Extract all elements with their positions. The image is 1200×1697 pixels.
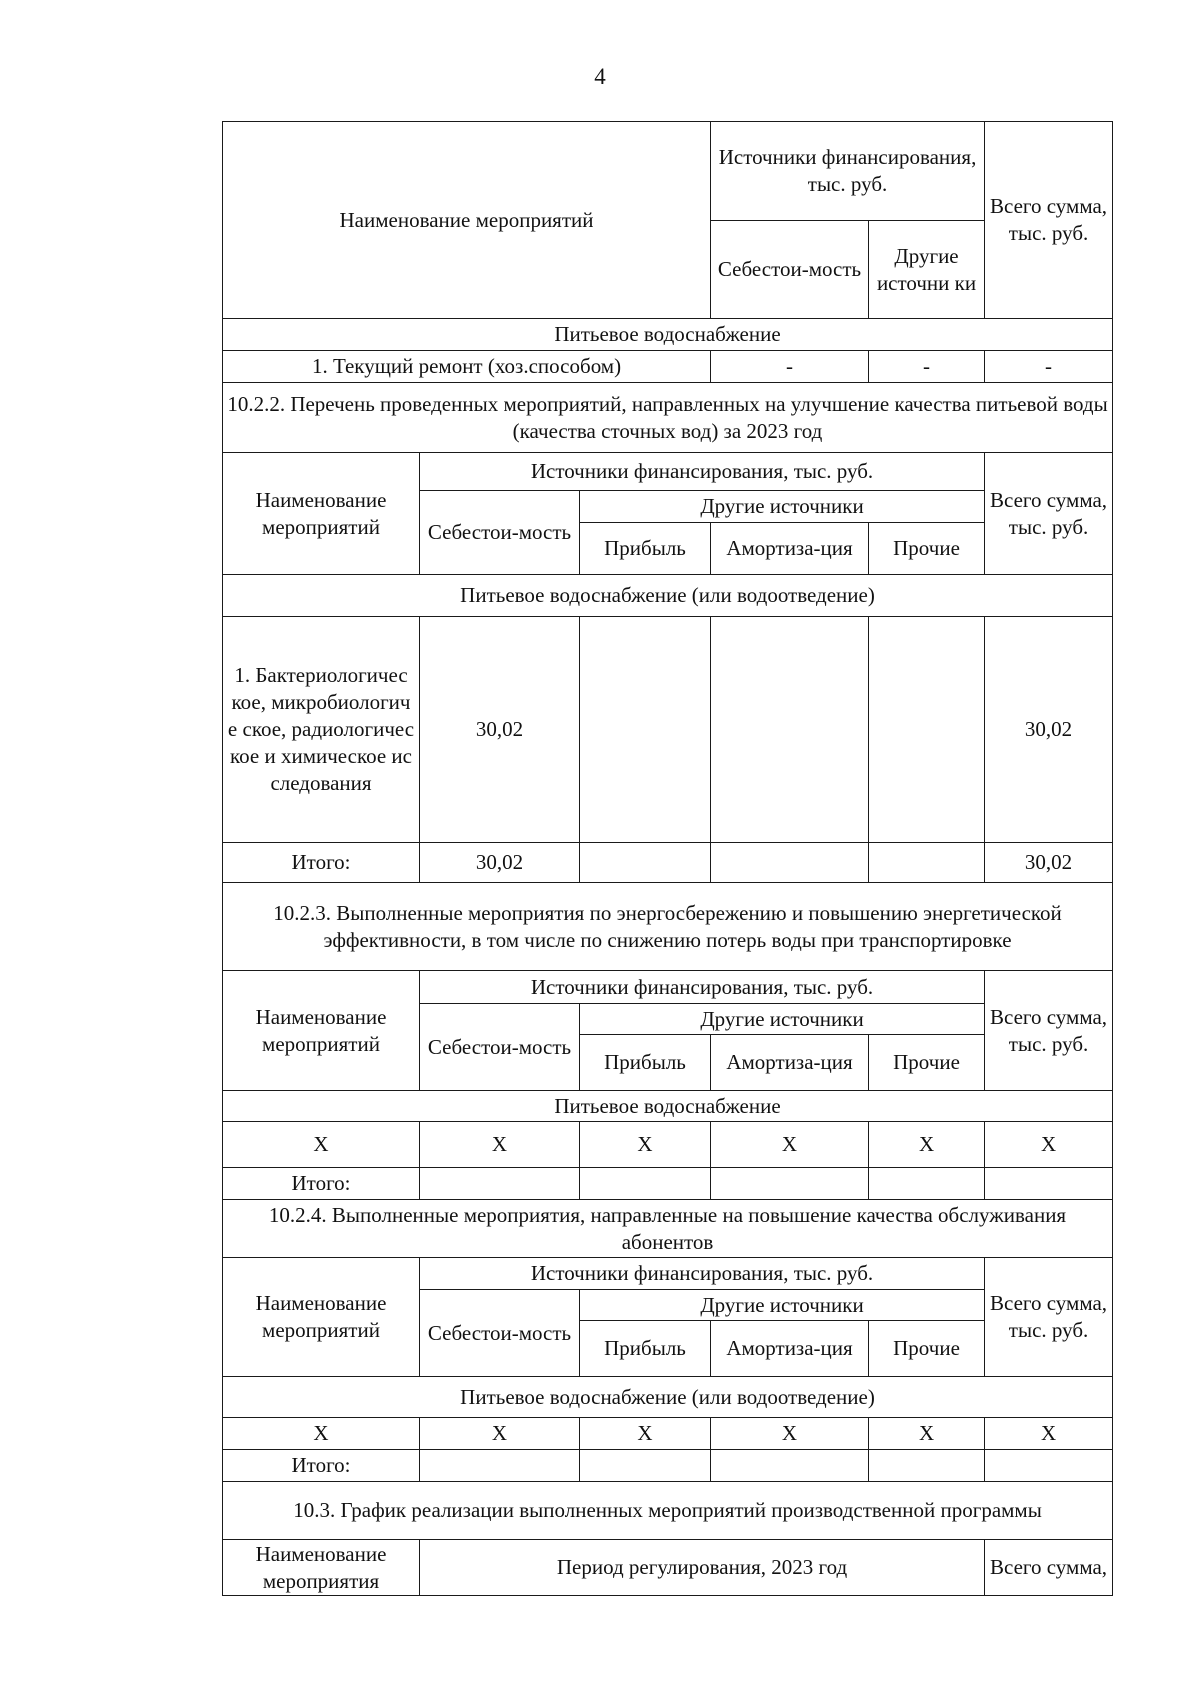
s1022-row-total: 30,02 [985, 617, 1113, 843]
s1022-header-name: Наименование мероприятий [223, 453, 420, 575]
t1-header-total: Всего сумма, тыс. руб. [985, 122, 1113, 319]
s1022-header-cost: Себестои-мость [420, 491, 580, 575]
s1024-total-label: Итого: [223, 1450, 420, 1482]
s1024-total-cell [580, 1450, 711, 1482]
s1022-total-total: 30,02 [985, 843, 1113, 883]
main-table [222, 121, 1113, 1596]
s1022-header-other: Другие источники [580, 491, 985, 523]
s1022-header-amort: Амортиза-ция [711, 523, 869, 575]
s1023-total-cell [580, 1168, 711, 1200]
s103-header-name: Наименование мероприятия [223, 1540, 420, 1596]
s1024-x-cell: Х [711, 1418, 869, 1450]
s1022-header-sources: Источники финансирования, тыс. руб. [420, 453, 985, 491]
s1023-header-sources: Источники финансирования, тыс. руб. [420, 971, 985, 1004]
s1023-total-cell [869, 1168, 985, 1200]
section-title-10-2-2: 10.2.2. Перечень проведенных мероприятий, направленных на улучшение качества питьевой воды (качества сточных вод) за 2023 год [223, 383, 1113, 453]
s1024-x-cell: Х [985, 1418, 1113, 1450]
s1023-header-amort: Амортиза-ция [711, 1035, 869, 1091]
s1024-total-cell [711, 1450, 869, 1482]
s1024-header-profit: Прибыль [580, 1321, 711, 1377]
s1024-header-name: Наименование мероприятий [223, 1258, 420, 1377]
s1024-header-amort: Амортиза-ция [711, 1321, 869, 1377]
t1-header-cost: Себестои-мость [711, 221, 869, 319]
s1022-header-profit: Прибыль [580, 523, 711, 575]
s1022-total-amort [711, 843, 869, 883]
s1024-x-cell: Х [869, 1418, 985, 1450]
s1023-x-cell: Х [985, 1122, 1113, 1168]
t1-row-name: 1. Текущий ремонт (хоз.способом) [223, 351, 711, 383]
s1023-header-cost: Себестои-мость [420, 1004, 580, 1091]
s1022-total-profit [580, 843, 711, 883]
s1023-x-cell: Х [223, 1122, 420, 1168]
s1024-x-cell: Х [420, 1418, 580, 1450]
s1022-header-total: Всего сумма, тыс. руб. [985, 453, 1113, 575]
s1022-row-misc [869, 617, 985, 843]
s1023-header-misc: Прочие [869, 1035, 985, 1091]
section-title-10-2-3: 10.2.3. Выполненные мероприятия по энергосбережению и повышению энергетической эффективности, в том числе по снижению потерь воды при транспортировке [223, 883, 1113, 971]
s1022-row-profit [580, 617, 711, 843]
s1022-total-label: Итого: [223, 843, 420, 883]
s1023-header-other: Другие источники [580, 1004, 985, 1035]
s1024-header-cost: Себестои-мость [420, 1290, 580, 1377]
s1023-total-cell [711, 1168, 869, 1200]
s1022-total-misc [869, 843, 985, 883]
t1-header-other: Другие источни ки [869, 221, 985, 319]
t1-row-other: - [869, 351, 985, 383]
section-title-10-3: 10.3. График реализации выполненных мероприятий производственной программы [223, 1482, 1113, 1540]
s1022-row-amort [711, 617, 869, 843]
s1023-total-cell [985, 1168, 1113, 1200]
t1-header-name: Наименование мероприятий [223, 122, 711, 319]
s1024-header-total: Всего сумма, тыс. руб. [985, 1258, 1113, 1377]
page-number: 4 [594, 64, 606, 89]
s103-header-period: Период регулирования, 2023 год [420, 1540, 985, 1596]
s1022-row-name: 1. Бактериологичес кое, микробиологиче ское, радиологическое и химическое исследования [223, 617, 420, 843]
s1024-total-cell [869, 1450, 985, 1482]
s1022-header-misc: Прочие [869, 523, 985, 575]
s1023-header-name: Наименование мероприятий [223, 971, 420, 1091]
s1024-total-cell [420, 1450, 580, 1482]
s1022-total-cost: 30,02 [420, 843, 580, 883]
s1022-section-label: Питьевое водоснабжение (или водоотведение) [223, 575, 1113, 617]
s1024-x-cell: Х [580, 1418, 711, 1450]
t1-header-sources: Источники финансирования, тыс. руб. [711, 122, 985, 221]
document-body [222, 121, 1112, 1596]
s1023-x-cell: Х [869, 1122, 985, 1168]
t1-row-cost: - [711, 351, 869, 383]
s1022-row-cost: 30,02 [420, 617, 580, 843]
s1023-header-total: Всего сумма, тыс. руб. [985, 971, 1113, 1091]
section-title-10-2-4: 10.2.4. Выполненные мероприятия, направленные на повышение качества обслуживания абонентов [223, 1200, 1113, 1258]
s1023-total-label: Итого: [223, 1168, 420, 1200]
s1024-total-cell [985, 1450, 1113, 1482]
s1023-x-cell: Х [711, 1122, 869, 1168]
s103-header-total: Всего сумма, [985, 1540, 1113, 1596]
t1-section-label: Питьевое водоснабжение [223, 319, 1113, 351]
s1024-section-label: Питьевое водоснабжение (или водоотведение) [223, 1377, 1113, 1418]
t1-row-total: - [985, 351, 1113, 383]
s1024-x-cell: Х [223, 1418, 420, 1450]
s1024-header-other: Другие источники [580, 1290, 985, 1321]
s1023-section-label: Питьевое водоснабжение [223, 1091, 1113, 1122]
s1023-total-cell [420, 1168, 580, 1200]
s1023-x-cell: Х [420, 1122, 580, 1168]
s1023-x-cell: Х [580, 1122, 711, 1168]
s1024-header-sources: Источники финансирования, тыс. руб. [420, 1258, 985, 1290]
s1024-header-misc: Прочие [869, 1321, 985, 1377]
s1023-header-profit: Прибыль [580, 1035, 711, 1091]
